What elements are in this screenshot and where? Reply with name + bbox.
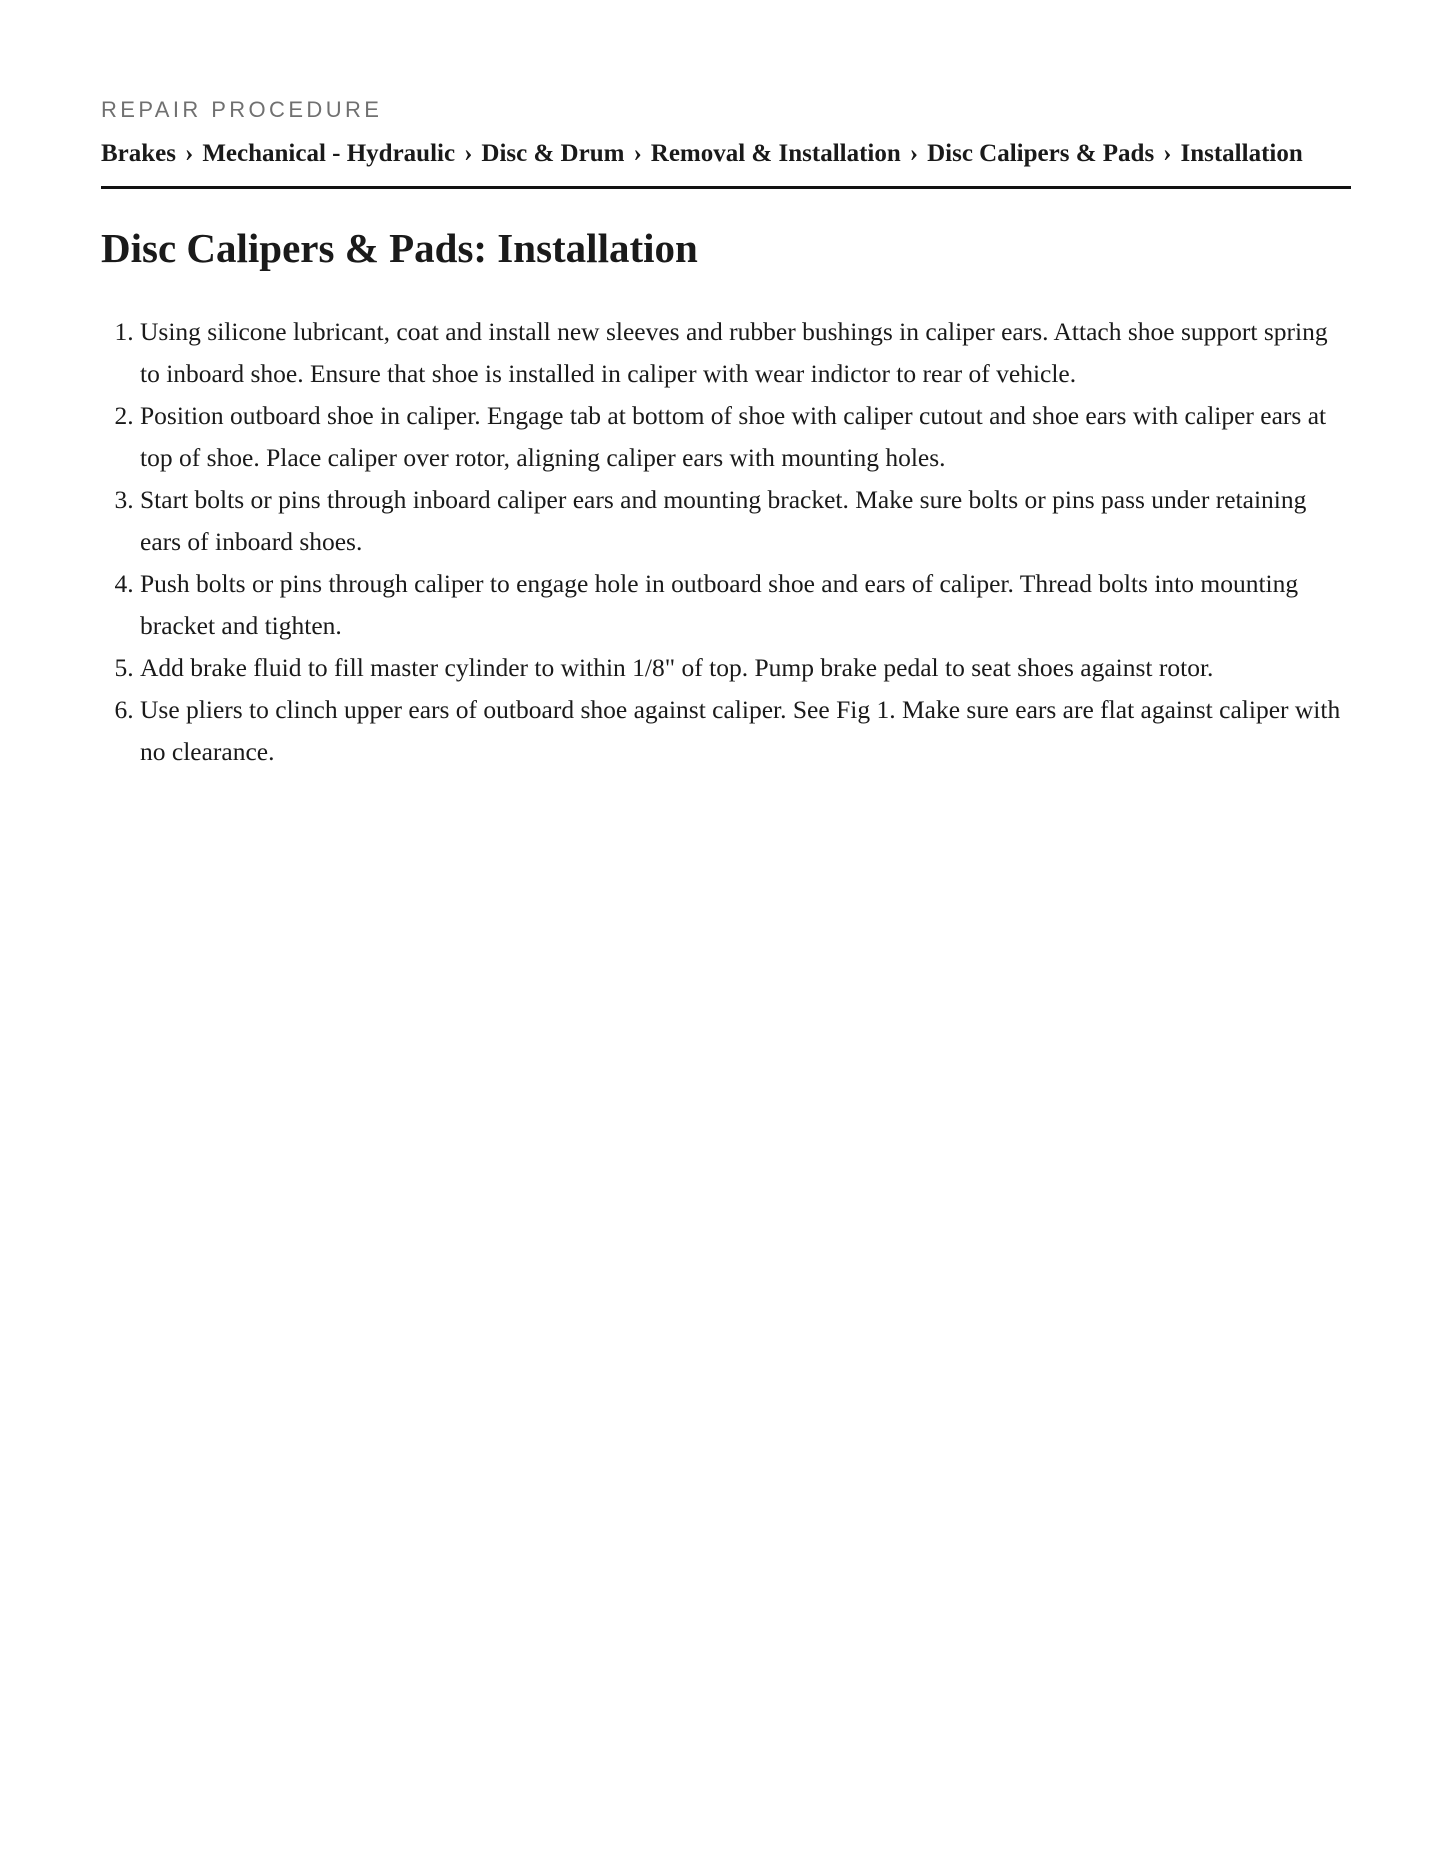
breadcrumb-item-installation[interactable]: Installation — [1180, 140, 1303, 167]
procedure-steps-list — [101, 311, 1351, 773]
section-kicker: REPAIR PROCEDURE — [101, 97, 383, 122]
breadcrumb-item-mechanical-hydraulic[interactable]: Mechanical - Hydraulic — [202, 140, 456, 167]
procedure-step: 4. Push bolts or pins through caliper to engage hole in outboard shoe and ears of caliper. Thread bolts into mounting bracket and tighten. — [140, 563, 1351, 647]
breadcrumb-separator: › — [464, 140, 473, 167]
breadcrumb-separator: › — [909, 140, 919, 167]
breadcrumb-separator: › — [1163, 140, 1172, 167]
procedure-step: 6. Use pliers to clinch upper ears of outboard shoe against caliper. See Fig 1. Make sure ears are flat against caliper with no clearance. — [140, 689, 1351, 773]
breadcrumb-separator: › — [185, 140, 194, 167]
procedure-step: 3. Start bolts or pins through inboard caliper ears and mounting bracket. Make sure bolts or pins pass under retaining ears of inboard shoes. — [140, 479, 1351, 563]
breadcrumb-item-disc-calipers-pads[interactable]: Disc Calipers & Pads — [927, 140, 1155, 167]
breadcrumb-item-removal-installation[interactable]: Removal & Installation — [650, 140, 901, 167]
breadcrumb — [101, 137, 1351, 171]
procedure-step: 5. Add brake fluid to fill master cylinder to within 1/8" of top. Pump brake pedal to seat shoes against rotor. — [140, 647, 1351, 689]
breadcrumb-item-disc-drum[interactable]: Disc & Drum — [481, 140, 625, 167]
procedure-step: 2. Position outboard shoe in caliper. Engage tab at bottom of shoe with caliper cutout and shoe ears with caliper ears at top of shoe. Place caliper over rotor, aligning caliper ears with mounting holes. — [140, 395, 1351, 479]
page-title: Disc Calipers & Pads: Installation — [101, 225, 698, 271]
header-divider — [101, 186, 1351, 189]
breadcrumb-separator: › — [633, 140, 642, 167]
document-page — [101, 95, 1351, 773]
procedure-step: 1. Using silicone lubricant, coat and install new sleeves and rubber bushings in caliper ears. Attach shoe support spring to inboard shoe. Ensure that shoe is installed in caliper with wear indictor to rear of vehicle. — [140, 311, 1351, 395]
breadcrumb-item-brakes[interactable]: Brakes — [101, 140, 176, 167]
